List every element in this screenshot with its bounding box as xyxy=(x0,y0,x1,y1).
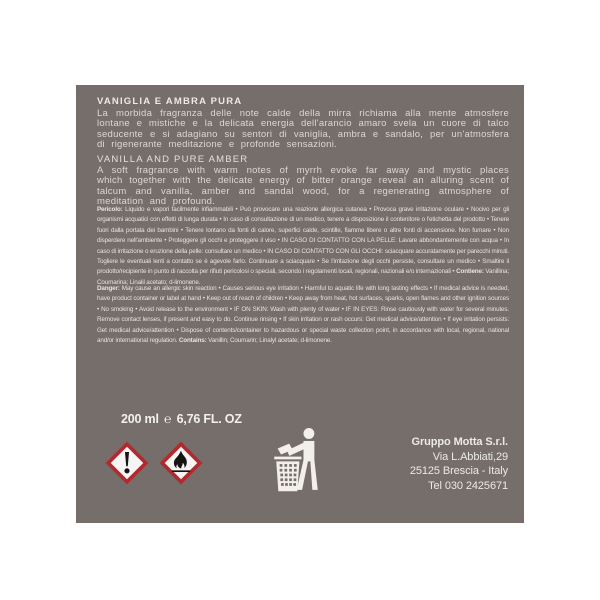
company-name: Gruppo Motta S.r.l. xyxy=(411,436,508,448)
tidyman-disposal-icon xyxy=(268,426,324,494)
hazard-statement-italian: Pericolo: Liquido e vapori facilmente infiammabili • Può provocare una reazione allergica cutanea • Provoca grave irritazione oculare • Nocivo per gli organismi acquatici con effetti di lunga durata • In caso di consultazione di un medico, tenere a disposizione il contenitore o l'etichetta del prodotto • Tenere fuori dalla portata dei bambini • Tenere lontano da fonti di calore, superfici calde, scintille, fiamme libere o altre fonti di accensione. Non fumare • Non disperdere nell'ambiente • Proteggere gli occhi e proteggere il viso • IN CASO DI CONTATTO CON LA PELLE: Lavare abbondantemente con acqua • In caso di irritazione o eruzione della pelle: consultare un medico • IN CASO DI CONTATTO CON GLI OCCHI: sciacquare accuratamente per parecchi minuti. Togliere le eventuali lenti a contatto se è agevole farlo. Continuare a sciacquare • Se l'irritazione degli occhi persiste, consultare un medico • Smaltire il prodotto/recipiente in punto di raccolta per rifiuti pericolosi o speciali, secondo i regolamenti locali, regionali, nazionali e/o internazionali • Contiene: Vanillina; Coumarina; Linalil acetato; d-limonene. xyxy=(97,206,510,286)
fragrance-description-italian: La morbida fragranza delle note calde della mirra richiama alla mente atmosfere lontane e mistiche e la delicata energia dell'arancio amaro svela un cuore di talco seducente e si adagiano su sentori di vaniglia, ambra e sandalo, per un'atmosfera di rigenerante meditazione e profonde sensazioni. xyxy=(97,108,509,150)
address-city: 25125 Brescia - Italy xyxy=(409,465,508,478)
ghs07-exclamation-icon xyxy=(104,440,150,486)
ghs02-flame-icon xyxy=(158,440,204,486)
volume-ml: 200 ml xyxy=(121,412,159,426)
address-phone: Tel 030 2425671 xyxy=(428,479,508,492)
product-back-label xyxy=(76,85,524,523)
product-title-italian: VANIGLIA E AMBRA PURA xyxy=(97,96,243,107)
address-street: Via L.Abbiati,29 xyxy=(432,450,508,463)
volume-floz: 6,76 FL. OZ xyxy=(176,412,242,426)
hazard-statement-english: Danger: May cause an allergic skin reaction • Causes serious eye irritation • Harmful to aquatic life with long lasting effects • If medical advice is needed, have product container or label at hand • Keep out of reach of children • Keep away from heat, hot surfaces, sparks, open flames and other ignition sources • No smoking • Avoid release to the environment • IF ON SKIN: Wash with plenty of water • IF IN EYES: Rinse cautiously with water for several minutes. Remove contact lenses, if present and easy to do. Continue rinsing • If skin irritation or rash occurs: Get medical advice/attention • If eye irritation persists: Get medical advice/attention • Dispose of contents/container to hazardous or special waste collection point, in accordance with local, regional, national and/or international regulation. Contains: Vanillin; Coumarin; Linalyl acetate; d-limonene. xyxy=(97,285,509,345)
product-title-english: VANILLA AND PURE AMBER xyxy=(97,154,249,165)
fragrance-description-english: A soft fragrance with warm notes of myrrh evoke far away and mystic places which together with the delicate energy of bitter orange reveal an alluring scent of talcum and vanilla, amber and sandal wood, for a regenerating atmosphere of meditation and profound. xyxy=(97,165,509,207)
net-volume-text xyxy=(121,412,242,426)
manufacturer-address-block xyxy=(410,435,508,493)
estimated-sign: ℮ xyxy=(164,412,172,426)
